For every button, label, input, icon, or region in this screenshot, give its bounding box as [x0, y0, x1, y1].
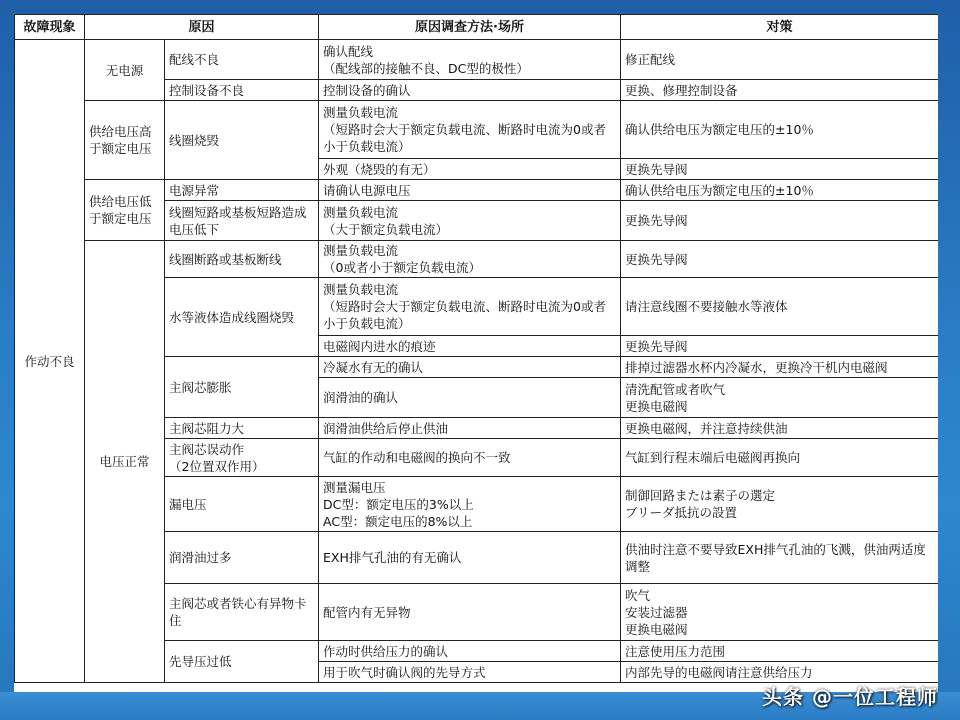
- header-symptom: 故障现象: [15, 15, 85, 40]
- cause-cell: 主阀芯误动作 （2位置双作用）: [165, 439, 319, 477]
- method-cell: 用于吹气时确认阀的先导方式: [319, 662, 621, 683]
- measure-cell: 排掉过滤器水杯内冷凝水，更换冷干机内电磁阀: [621, 357, 938, 378]
- measure-cell: 供油时注意不要导致EXH排气孔油的飞溅，供油两适度调整: [621, 532, 938, 584]
- measure-cell: 注意使用压力范围: [621, 641, 938, 662]
- method-cell: 测量负载电流 （短路时会大于额定负载电流、断路时电流为0或者小于负载电流）: [319, 101, 621, 159]
- measure-cell: 清洗配管或者吹气 更换电磁阀: [621, 378, 938, 418]
- troubleshooting-sheet: [14, 14, 938, 692]
- measure-cell: 更换、修理控制设备: [621, 80, 938, 101]
- measure-cell: 确认供给电压为额定电压的±10％: [621, 101, 938, 159]
- measure-cell: 请注意线圈不要接触水等液体: [621, 278, 938, 336]
- measure-cell: 更换电磁阀，并注意持续供油: [621, 418, 938, 439]
- cause-cell: 控制设备不良: [165, 80, 319, 101]
- cause-cell: 配线不良: [165, 40, 319, 80]
- symptom-cell: 作动不良: [15, 40, 85, 683]
- method-cell: 外观（烧毁的有无）: [319, 159, 621, 180]
- cause-cell: 主阀芯阻力大: [165, 418, 319, 439]
- table-row: [15, 101, 939, 159]
- method-cell: 请确认电源电压: [319, 180, 621, 201]
- group-cell: 供给电压低于额定电压: [85, 180, 165, 241]
- method-cell: 电磁阀内进水的痕迹: [319, 336, 621, 357]
- cause-cell: 主阀芯或者铁心有异物卡住: [165, 584, 319, 641]
- measure-cell: 更换先导阀: [621, 241, 938, 278]
- method-cell: 配管内有无异物: [319, 584, 621, 641]
- measure-cell: 内部先导的电磁阀请注意供给压力: [621, 662, 938, 683]
- measure-cell: 吹气 安装过滤器 更换电磁阀: [621, 584, 938, 641]
- group-cell: 无电源: [85, 40, 165, 101]
- cause-cell: 线圈烧毁: [165, 101, 319, 180]
- measure-cell: 确认供给电压为额定电压的±10％: [621, 180, 938, 201]
- measure-cell: 更换先导阀: [621, 201, 938, 241]
- method-cell: 确认配线 （配线部的接触不良、DC型的极性）: [319, 40, 621, 80]
- method-cell: 测量漏电压 DC型：额定电压的3%以上 AC型：额定电压的8%以上: [319, 477, 621, 532]
- method-cell: 气缸的作动和电磁阀的换向不一致: [319, 439, 621, 477]
- cause-cell: 线圈短路或基板短路造成电压低下: [165, 201, 319, 241]
- method-cell: 润滑油的确认: [319, 378, 621, 418]
- watermark-text: 头条 @一位工程师: [762, 685, 938, 709]
- measure-cell: 更换先导阀: [621, 336, 938, 357]
- measure-cell: 更换先导阀: [621, 159, 938, 180]
- table-row: [15, 180, 939, 201]
- method-cell: 测量负载电流 （短路时会大于额定负载电流、断路时电流为0或者小于负载电流）: [319, 278, 621, 336]
- cause-cell: 漏电压: [165, 477, 319, 532]
- group-cell: 电压正常: [85, 241, 165, 683]
- header-method: 原因调查方法·场所: [319, 15, 621, 40]
- method-cell: 测量负载电流 （0或者小于额定负载电流）: [319, 241, 621, 278]
- cause-cell: 电源异常: [165, 180, 319, 201]
- table-header-row: [15, 15, 939, 40]
- table-row: [15, 241, 939, 278]
- method-cell: 测量负载电流 （大于额定负载电流）: [319, 201, 621, 241]
- method-cell: 作动时供给压力的确认: [319, 641, 621, 662]
- method-cell: 冷凝水有无的确认: [319, 357, 621, 378]
- header-cause: 原因: [85, 15, 319, 40]
- cause-cell: 先导压过低: [165, 641, 319, 683]
- method-cell: 控制设备的确认: [319, 80, 621, 101]
- measure-cell: 修正配线: [621, 40, 938, 80]
- group-cell: 供给电压高于额定电压: [85, 101, 165, 180]
- troubleshooting-table: [14, 14, 938, 683]
- header-measure: 对策: [621, 15, 938, 40]
- method-cell: 润滑油供给后停止供油: [319, 418, 621, 439]
- cause-cell: 主阀芯膨胀: [165, 357, 319, 418]
- cause-cell: 线圈断路或基板断线: [165, 241, 319, 278]
- method-cell: EXH排气孔油的有无确认: [319, 532, 621, 584]
- measure-cell: 气缸到行程末端后电磁阀再换向: [621, 439, 938, 477]
- measure-cell: 制御回路または素子の選定 ブリーダ抵抗の設置: [621, 477, 938, 532]
- cause-cell: 润滑油过多: [165, 532, 319, 584]
- cause-cell: 水等液体造成线圈烧毁: [165, 278, 319, 357]
- table-row: [15, 40, 939, 80]
